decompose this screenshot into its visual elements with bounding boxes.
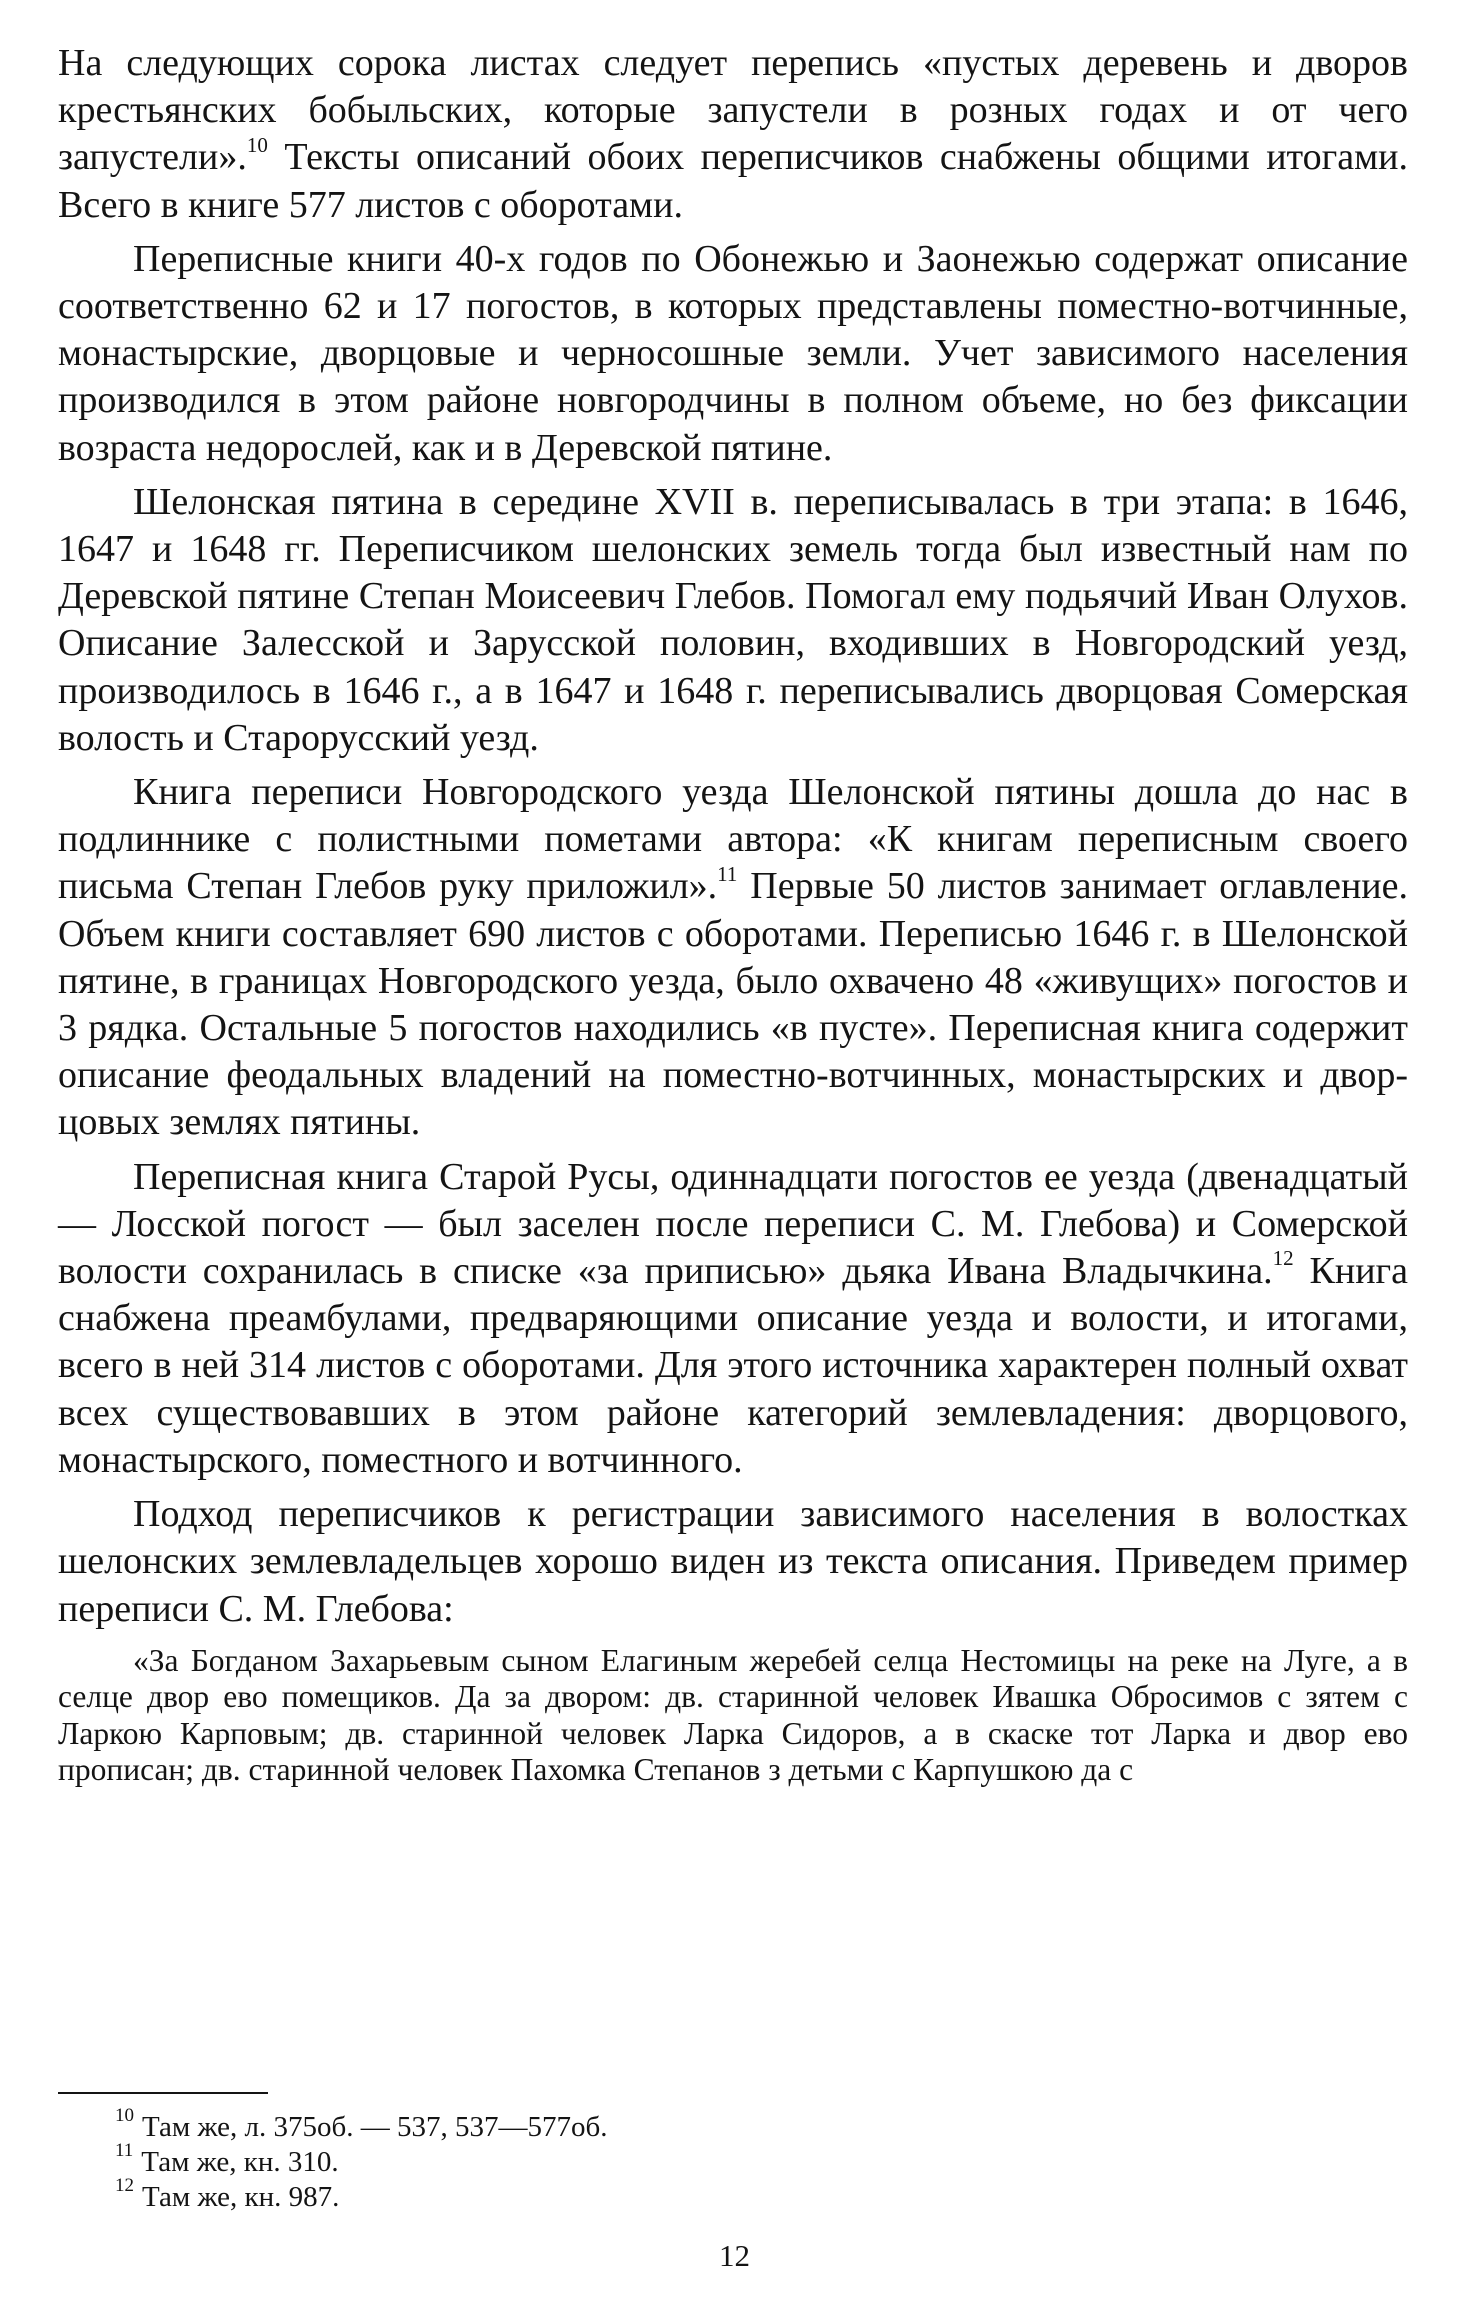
footnote-text: Там же, кн. 987. bbox=[142, 2181, 340, 2213]
footnote-divider bbox=[58, 2092, 268, 2094]
paragraph-4-text-a: Книга переписи Новгородского уезда Шелонской пятины дошла до нас в подлиннике с полистными пометами автора: «К книгам переписным своего письма Степан Глебов руку приложил». bbox=[58, 771, 1408, 908]
paragraph-3: Шелонская пятина в середине XVII в. переписывалась в три этапа: в 1646, 1647 и 1648 гг. Переписчиком шелонских земель тогда был известный нам по Деревской пятине Степан Моисеевич Глебов. Помогал ему подьячий Иван Олухов. Описание Залесской и Зарусской половин, входивших в Новгородский уезд, производилось в 1646 г., а в 1647 и 1648 г. переписывались дворцовая Сомерская волость и Старорусский уезд. bbox=[58, 480, 1408, 759]
page-number: 12 bbox=[719, 2238, 750, 2273]
footnote-text: Там же, л. 375об. — 537, 537—577об. bbox=[142, 2111, 608, 2143]
paragraph-1 bbox=[58, 40, 1408, 229]
footnote-ref-10: 10 bbox=[246, 132, 268, 157]
page-body bbox=[58, 40, 1408, 1789]
footnote-number: 10 bbox=[115, 2105, 134, 2127]
paragraph-4-text-b: Первые 50 листов занимает оглавление. Объем книги составляет 690 листов с оборотами. Переписью 1646 г. в Шелонской пятине, в границах Новгородского уезда, было охвачено 48 «живущих» погостов и 3 рядка. Остальные 5 погостов находились «в пусте». Переписная книга содержит описание феодальных владений на поместно-вотчинных, монастырских и дворцовых землях пятины. bbox=[58, 865, 1408, 1144]
footnote-ref-11: 11 bbox=[717, 861, 738, 886]
footnote-11 bbox=[115, 2140, 1315, 2180]
footnote-10 bbox=[115, 2105, 1315, 2145]
paragraph-5-text-a: Переписная книга Старой Русы, одиннадцати погостов ее уезда (двенадцатый — Лосской погост — был заселен после переписи С. М. Глебова) и Сомерской волости сохранилась в списке «за приписью» дьяка Ивана Владычкина. bbox=[58, 1155, 1408, 1293]
paragraph-5-text-b: Книга снабжена преамбулами, предваряющими описание уезда и волости, и итогами, всего в ней 314 листов с оборотами. Для этого источника характерен полный охват всех существовавших в этом районе категорий землевладения: дворцового, монастырского, поместного и вотчинного. bbox=[58, 1250, 1408, 1481]
footnote-12 bbox=[115, 2175, 1315, 2215]
paragraph-5 bbox=[58, 1154, 1408, 1484]
paragraph-6: Подход переписчиков к регистрации зависимого населения в волостках шелонских землевладельцев хорошо виден из текста описания. Приведем пример переписи С. М. Глебова: bbox=[58, 1493, 1408, 1630]
footnotes bbox=[115, 2105, 1315, 2215]
paragraph-1-text-a: На следующих сорока листах следует перепись «пустых деревень и дворов крестьянских бобыльских, которые запустели в розных годах и от чего запустели». bbox=[58, 42, 1408, 179]
paragraph-1-text-b: Тексты описаний обоих переписчиков снабжены общими итогами. Всего в книге 577 листов с оборотами. bbox=[58, 136, 1408, 226]
footnote-number: 12 bbox=[115, 2175, 134, 2197]
footnote-ref-12: 12 bbox=[1272, 1246, 1294, 1271]
footnote-number: 11 bbox=[115, 2140, 134, 2162]
paragraph-2: Переписные книги 40-х годов по Обонежью и Заонежью содержат описание соответственно 62 и 17 погостов, в которых представлены поместно-вотчинные, монастырские, дворцовые и черносошные земли. Учет зависимого населения производился в этом районе новгородчины в полном объеме, но без фиксации возраста недорослей, как и в Деревской пятине. bbox=[58, 237, 1408, 469]
footnote-text: Там же, кн. 310. bbox=[141, 2146, 339, 2178]
paragraph-4 bbox=[58, 769, 1408, 1147]
block-quote: «За Богданом Захарьевым сыном Елагиным жеребей селца Нестомицы на реке на Луге, а в селце двор ево помещиков. Да за двором: дв. старинной человек Ивашка Обросимов с зятем с Ларкою Карповым; дв. старинной человек Ларка Сидоров, а в скаске тот Ларка и двор ево прописан; дв. старинной человек Пахомка Степанов з детьми с Карпушкою да с bbox=[58, 1642, 1408, 1788]
